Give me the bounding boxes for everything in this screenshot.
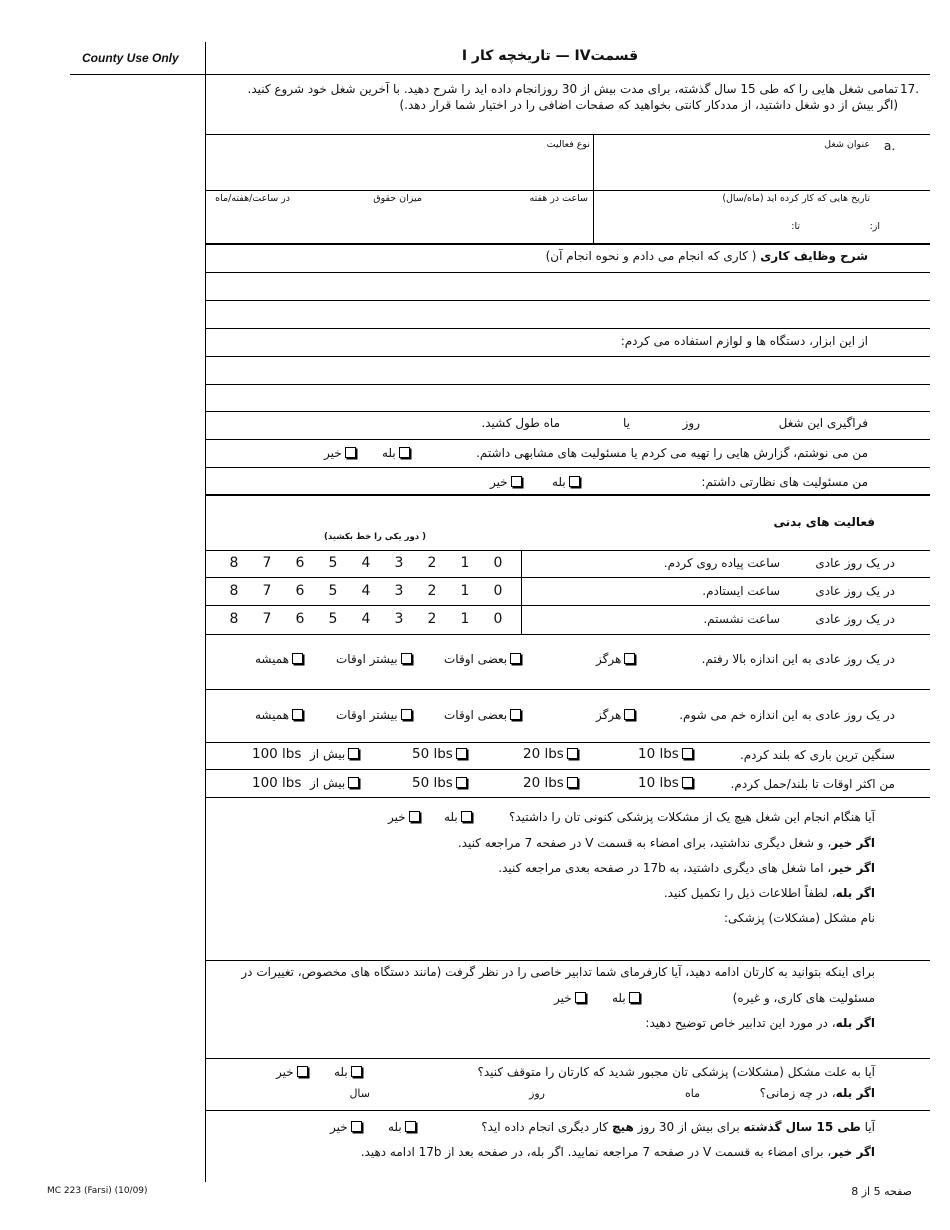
heaviest-100-prefix: بیش از [310,747,346,761]
other-job-q-c: برای بیش از 30 روز [637,1120,740,1134]
heaviest-10-checkbox[interactable] [682,748,693,759]
rule [206,356,930,357]
typical-day-label: در یک روز عادی [815,612,895,626]
stopped-when-bold: اگر بله [835,1086,875,1100]
accommodation-yes-checkbox[interactable] [629,992,640,1003]
frequent-10-option[interactable] [638,775,696,791]
county-use-only-label: County Use Only [82,51,179,65]
rule [206,384,930,385]
rule [206,634,930,635]
hours-option[interactable]: 3 [394,555,404,571]
climb-question: در یک روز عادی به این اندازه بالا رفتم. [701,652,895,666]
to-label: تا: [791,221,800,232]
circle-note: ( دور یکی را خط بکشید) [323,532,426,542]
accommodation-line1: برای اینکه بتوانید به کارتان ادامه دهید، آیا کارفرمای شما تدابیر خاصی را در نظر گرفت (مانند دستگاه های مخصوص، تغییرات در [241,965,875,979]
frequent-10-label: 10 lbs [638,775,679,791]
stopped-yes-option[interactable] [334,1065,365,1079]
rule [206,769,930,770]
climb-sometimes-option[interactable] [444,652,524,666]
tools-label: از این ابزار، دستگاه ها و لوازم استفاده می کردم: [620,334,868,348]
medical-yes-complete [500,886,875,900]
rule [206,134,930,135]
rule [206,577,930,578]
reports-yes-option[interactable] [382,446,413,460]
rule [206,550,930,551]
frequent-100-prefix: بیش از [310,776,346,790]
medical-yes-complete-bold: اگر بله [835,886,875,900]
hours-per-week-label: ساعت در هفته [529,193,588,204]
accommodation-explain [560,1016,875,1030]
hours-option[interactable]: 5 [328,611,338,627]
bend-sometimes-option[interactable] [444,708,524,722]
hours-option[interactable]: 8 [229,555,239,571]
climb-always-label: همیشه [255,652,290,666]
other-job-no-checkbox[interactable] [351,1121,362,1132]
bend-always-option[interactable] [255,708,306,722]
heaviest-10-label: 10 lbs [638,746,679,762]
stopped-yes-label: بله [334,1065,348,1079]
duties-title-rest: ( کاری که انجام می دادم و نحوه انجام آن) [545,249,757,263]
other-job-yes-option[interactable] [388,1120,419,1134]
medical-no-other-text: ، و شغل دیگری نداشتید، برای امضاء به قسمت V در صفحه 7 مراجعه کنید. [457,836,832,850]
rule [206,272,930,273]
stopped-question: آیا به علت مشکل (مشکلات) پزشکی تان مجبور شدید که کارتان را متوقف کنید؟ [477,1065,875,1079]
other-job-no-text [330,1145,875,1159]
typical-day-label: در یک روز عادی [815,584,895,598]
frequent-100-value: 100 lbs [252,775,302,791]
learning-or: یا [623,416,630,430]
heaviest-50-label: 50 lbs [412,746,453,762]
reports-yes-label: بله [382,446,396,460]
other-job-no-option[interactable] [330,1120,365,1134]
accommodation-yes-label: بله [612,991,626,1005]
climb-mostly-checkbox[interactable] [401,653,412,664]
stopped-year: سال [349,1087,370,1100]
divider [521,550,522,634]
bend-question: در یک روز عادی به این اندازه خم می شوم. [679,708,895,722]
stopped-no-checkbox[interactable] [297,1066,308,1077]
accommodation-no-checkbox[interactable] [575,992,586,1003]
rule [206,1110,930,1111]
medical-problem-name-label: نام مشکل (مشکلات) پزشکی: [724,911,875,925]
other-job-yes-label: بله [388,1120,402,1134]
job-letter: a. [884,139,896,153]
heaviest-100-checkbox[interactable] [348,748,359,759]
medical-no-checkbox[interactable] [409,811,420,822]
supervisory-yes-option[interactable] [552,475,583,489]
physical-title: فعالیت های بدنی [773,515,875,529]
hours-option[interactable]: 7 [262,611,272,627]
medical-yes-label: بله [444,810,458,824]
heaviest-20-checkbox[interactable] [567,748,578,759]
accommodation-explain-bold: اگر بله [835,1016,875,1030]
bend-never-label: هرگز [596,708,622,722]
stopped-yes-checkbox[interactable] [351,1066,362,1077]
hours-option[interactable]: 8 [229,611,239,627]
reports-no-checkbox[interactable] [345,447,356,458]
frequent-50-checkbox[interactable] [456,777,467,788]
reports-yes-checkbox[interactable] [399,447,410,458]
bend-sometimes-checkbox[interactable] [510,709,521,720]
bend-never-option[interactable] [596,708,638,722]
accommodation-no-label: خیر [554,991,572,1005]
bend-mostly-option[interactable] [336,708,415,722]
learning-months: ماه طول کشید. [481,416,560,430]
other-job-no-label: خیر [330,1120,348,1134]
heaviest-100-option[interactable] [252,746,362,762]
rule [206,190,930,191]
rule [206,742,930,743]
frequent-50-option[interactable] [412,775,470,791]
divider [593,190,594,244]
heaviest-question: سنگین ترین باری که بلند کردم. [739,748,895,762]
hours-option[interactable]: 2 [427,611,437,627]
rule [206,328,930,329]
climb-mostly-option[interactable] [336,652,415,666]
medical-question: آیا هنگام انجام این شغل هیچ یک از مشکلات پزشکی کنونی تان را داشتید؟ [508,810,875,824]
medical-no-more-bold: اگر خیر [831,861,875,875]
climb-sometimes-checkbox[interactable] [510,653,521,664]
stopped-no-option[interactable] [276,1065,311,1079]
supervisory-yes-checkbox[interactable] [569,476,580,487]
rule [206,1058,930,1059]
form-id: MC 223 (Farsi) (10/09) [47,1186,148,1196]
heaviest-20-label: 20 lbs [523,746,564,762]
medical-yes-checkbox[interactable] [461,811,472,822]
hours-option[interactable]: 4 [361,555,371,571]
other-job-no-body: ، برای امضاء به قسمت V در صفحه 7 مراجعه نمایید. اگر بله، در صفحه بعد از 17b ادامه دهید. [360,1145,832,1159]
climb-mostly-label: بیشتر اوقات [336,652,398,666]
section-title: قسمتIV — تاریخچه کار I [461,48,639,64]
climb-never-label: هرگز [596,652,622,666]
supervisory-no-label: خیر [490,475,508,489]
header-rule [70,74,930,75]
typical-day-label: در یک روز عادی [815,556,895,570]
bend-sometimes-label: بعضی اوقات [444,708,508,722]
medical-no-label: خیر [388,810,406,824]
hours-option[interactable]: 5 [328,555,338,571]
hours-option[interactable]: 5 [328,583,338,599]
hours-option[interactable]: 0 [493,583,503,599]
climb-sometimes-label: بعضی اوقات [444,652,508,666]
hours-option[interactable]: 0 [493,611,503,627]
rule [206,411,930,412]
accommodation-no-option[interactable] [554,991,589,1005]
other-job-q-d: هیچ [611,1120,634,1134]
other-job-q-a: آیا [864,1120,875,1134]
medical-yes-complete-text: ، لطفاً اطلاعات ذیل را تکمیل کنید. [663,886,836,900]
heaviest-10-option[interactable] [638,746,696,762]
medical-yes-option[interactable] [444,810,475,824]
medical-no-other-bold: اگر خیر [831,836,875,850]
frequent-20-label: 20 lbs [523,775,564,791]
medical-no-other [400,836,875,850]
climb-never-checkbox[interactable] [624,653,635,664]
hours-option[interactable]: 8 [229,583,239,599]
accommodation-explain-text: ، در مورد این تدابیر خاص توضیح دهید: [645,1016,836,1030]
physical-row-label: ساعت ایستادم. [702,584,780,598]
bend-mostly-checkbox[interactable] [401,709,412,720]
hours-option[interactable]: 4 [361,583,371,599]
frequent-10-checkbox[interactable] [682,777,693,788]
stopped-when-text: ، در چه زمانی؟ [759,1086,836,1100]
heaviest-50-option[interactable] [412,746,470,762]
bend-never-checkbox[interactable] [624,709,635,720]
frequent-50-label: 50 lbs [412,775,453,791]
other-job-question [470,1120,875,1134]
pay-unit-label: در ساعت/هفته/ماه [215,193,290,204]
reports-no-option[interactable] [324,446,359,460]
dates-label: تاریخ هایی که کار کرده اید (ماه/سال) [722,193,870,204]
rule [206,960,930,961]
stopped-no-label: خیر [276,1065,294,1079]
bend-mostly-label: بیشتر اوقات [336,708,398,722]
rule [206,439,930,440]
hours-option[interactable]: 0 [493,555,503,571]
supervisory-no-checkbox[interactable] [511,476,522,487]
other-job-no-bold: اگر خیر [831,1145,875,1159]
physical-row-label: ساعت نشستم. [703,612,780,626]
hours-option[interactable]: 6 [295,611,305,627]
medical-no-option[interactable] [388,810,423,824]
supervisory-question: من مسئولیت های نظارتی داشتم: [701,475,868,489]
frequent-20-checkbox[interactable] [567,777,578,788]
q17-line2: (اگر بیش از دو شغل داشتید، از مددکار کانتی بخواهید که صفحات اضافی را در اختیار شما قرار دهد.) [399,98,898,112]
climb-always-checkbox[interactable] [292,653,303,664]
reports-question: من می نوشتم، گزارش هایی را تهیه می کردم یا مسئولیت های مشابهی داشتم. [476,446,868,460]
heaviest-100-value: 100 lbs [252,746,302,762]
supervisory-yes-label: بله [552,475,566,489]
learning-days: روز [682,416,700,430]
rule [206,797,930,798]
bend-always-checkbox[interactable] [292,709,303,720]
frequent-100-option[interactable] [252,775,362,791]
q17-line1: تمامی شغل هایی را که طی 15 سال گذشته، برای مدت بیش از 30 روزانجام داده اید را شرح دهید. با آخرین شغل خود شروع کنید. [247,82,898,96]
other-job-q-b: طی 15 سال گذشته [743,1120,861,1134]
hours-option[interactable]: 4 [361,611,371,627]
hours-option[interactable]: 1 [460,555,470,571]
hours-option[interactable]: 6 [295,555,305,571]
physical-row-label: ساعت پیاده روی کردم. [663,556,780,570]
climb-always-option[interactable] [255,652,306,666]
medical-no-more [400,861,875,875]
from-label: از: [869,221,880,232]
rule [206,467,930,468]
other-job-q-e: کار دیگری انجام داده اید؟ [481,1120,609,1134]
q17-number: 17. [900,82,920,96]
learning-label: فراگیری این شغل [778,416,868,430]
accommodation-yes-option[interactable] [612,991,643,1005]
medical-no-more-text: ، اما شغل های دیگری داشتید، به 17b در صفحه بعدی مراجعه کنید. [498,861,832,875]
stopped-day: روز [529,1087,545,1100]
hours-option[interactable]: 7 [262,583,272,599]
job-title-label: عنوان شغل [824,139,870,150]
divider [593,134,594,190]
hours-option[interactable]: 6 [295,583,305,599]
activity-type-label: نوع فعالیت [546,139,590,150]
duties-title [300,249,868,263]
heaviest-50-checkbox[interactable] [456,748,467,759]
frequent-100-checkbox[interactable] [348,777,359,788]
bend-always-label: همیشه [255,708,290,722]
hours-option[interactable]: 7 [262,555,272,571]
rule [206,300,930,301]
accommodation-line2: مسئولیت های کاری، و غیره) [732,991,875,1005]
hours-option[interactable]: 1 [460,583,470,599]
frequently-question: من اکثر اوقات تا بلند/حمل کردم. [730,777,895,791]
climb-never-option[interactable] [596,652,638,666]
hours-option[interactable]: 3 [394,583,404,599]
hours-option[interactable]: 1 [460,611,470,627]
supervisory-no-option[interactable] [490,475,525,489]
page-number: صفحه 5 از 8 [851,1185,912,1198]
pay-rate-label: میزان حقوق [373,193,422,204]
reports-no-label: خیر [324,446,342,460]
county-column-divider [205,42,206,1182]
heaviest-20-option[interactable] [523,746,581,762]
frequent-20-option[interactable] [523,775,581,791]
other-job-yes-checkbox[interactable] [405,1121,416,1132]
rule [206,494,930,496]
duties-title-bold: شرح وظایف کاری [760,249,868,263]
hours-option[interactable]: 2 [427,583,437,599]
stopped-when [745,1086,875,1100]
hours-option[interactable]: 3 [394,611,404,627]
rule [206,243,930,245]
rule [206,605,930,606]
hours-option[interactable]: 2 [427,555,437,571]
stopped-month: ماه [684,1087,700,1100]
rule [206,689,930,690]
